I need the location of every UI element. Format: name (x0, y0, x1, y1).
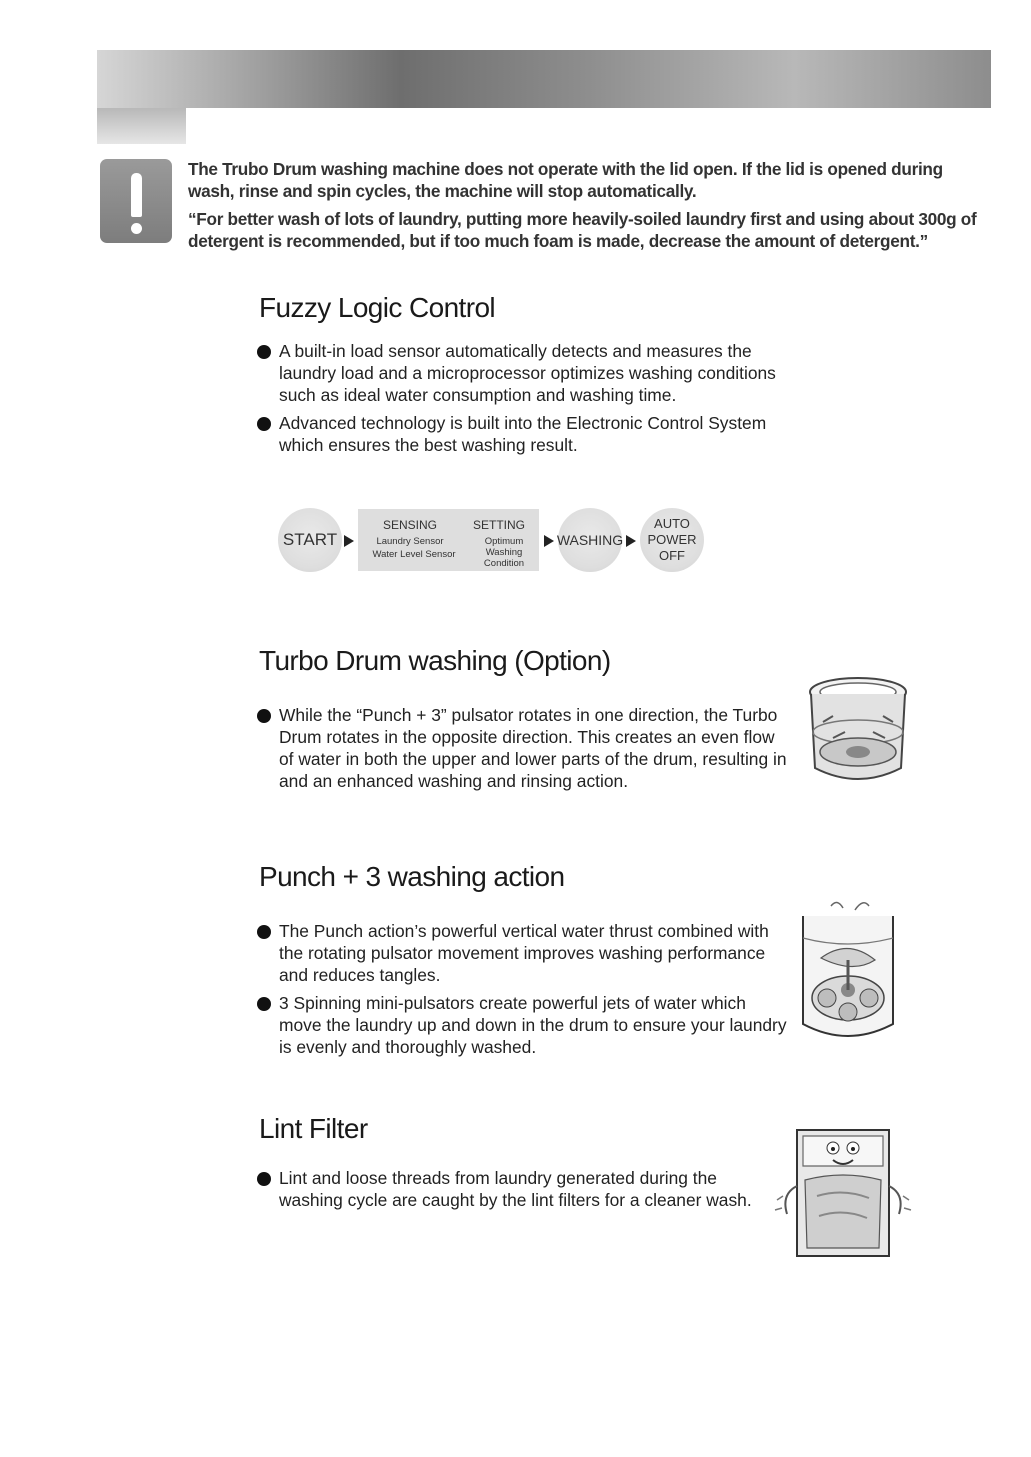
washing-step (558, 508, 622, 572)
bullet-dot-icon (257, 417, 271, 431)
warning-note (188, 158, 988, 258)
header-tab (97, 108, 186, 144)
setting-line-2: Washing (485, 547, 523, 558)
start-label: START (282, 530, 338, 549)
lint-bullet-list (257, 1167, 767, 1217)
auto-label-2: POWER (647, 532, 697, 547)
fuzzy-bullet-1: A built-in load sensor automatically detects and measures the laundry load and a microprocessor optimizes washing conditions such as ideal water consumption and washing time. (279, 341, 776, 405)
fuzzy-bullet-list (257, 340, 797, 462)
sensing-title: SENSING (382, 518, 437, 532)
lint-filter-title: Lint Filter (259, 1113, 368, 1144)
list-item (257, 920, 787, 986)
lint-bullet-1: Lint and loose threads from laundry generated during the washing cycle are caught by the lint filters for a cleaner wash. (279, 1168, 752, 1210)
list-item (257, 992, 787, 1058)
arrow-right-icon (626, 535, 636, 547)
bullet-dot-icon (257, 1172, 271, 1186)
warning-line-2: “For better wash of lots of laundry, putting more heavily-soiled laundry first and using about 300g of detergent is recommended, but if too much foam is made, decrease the amount of detergent.” (188, 209, 977, 251)
auto-power-off-step (640, 508, 704, 572)
list-item (257, 412, 797, 456)
warning-line-1: The Trubo Drum washing machine does not operate with the lid open. If the lid is opened during wash, rinse and spin cycles, the machine will stop automatically. (188, 159, 943, 201)
punch-bullet-1: The Punch action’s powerful vertical water thrust combined with the rotating pulsator movement improves washing performance and reduces tangles. (279, 921, 769, 985)
sensing-line-2: Water Level Sensor (372, 549, 456, 560)
punch-bullet-list (257, 920, 787, 1064)
fuzzy-bullet-2: Advanced technology is built into the Electronic Control System which ensures the best washing result. (279, 413, 767, 455)
arrow-right-icon (344, 535, 354, 547)
turbo-drum-title: Turbo Drum washing (Option) (259, 645, 611, 676)
punch-pulsator-illustration-icon (793, 898, 903, 1046)
setting-line-3: Condition (483, 558, 525, 569)
auto-label-1: AUTO (654, 516, 690, 531)
auto-label-3: OFF (659, 548, 685, 563)
setting-line-1: Optimum (484, 536, 524, 547)
fuzzy-logic-title: Fuzzy Logic Control (259, 292, 496, 323)
list-item (257, 704, 787, 792)
sensing-setting-box (358, 509, 539, 571)
washing-label: WASHING (556, 532, 624, 548)
turbo-bullet-list (257, 704, 787, 798)
punch-bullet-2: 3 Spinning mini-pulsators create powerful jets of water which move the laundry up and down in the drum to ensure your laundry is evenly and thoroughly washed. (279, 993, 787, 1057)
exclamation-icon (100, 159, 172, 243)
bullet-dot-icon (257, 345, 271, 359)
punch-title: Punch + 3 washing action (259, 861, 565, 892)
sensing-line-1: Laundry Sensor (376, 536, 444, 547)
setting-title: SETTING (472, 518, 525, 532)
bullet-dot-icon (257, 925, 271, 939)
bullet-dot-icon (257, 997, 271, 1011)
lint-filter-illustration-icon (773, 1120, 913, 1260)
turbo-drum-illustration-icon (803, 672, 913, 792)
turbo-bullet-1: While the “Punch + 3” pulsator rotates in one direction, the Turbo Drum rotates in the opposite direction. This creates an even flow of water in both the upper and lower parts of the drum, resulting in and an enhanced washing and rinsing action. (279, 705, 787, 791)
list-item (257, 1167, 767, 1211)
list-item (257, 340, 797, 406)
fuzzy-flow-diagram (270, 498, 740, 593)
arrow-right-icon (544, 535, 554, 547)
header-band (97, 50, 991, 108)
start-step (278, 508, 342, 572)
bullet-dot-icon (257, 709, 271, 723)
